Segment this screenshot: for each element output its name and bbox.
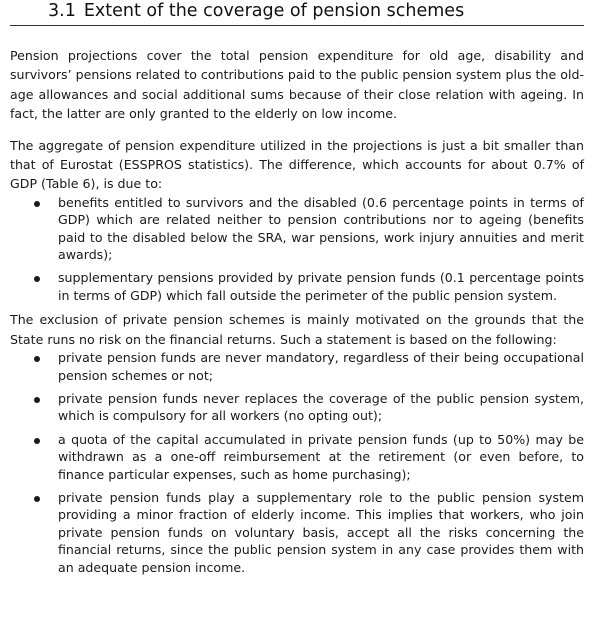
list-item	[10, 431, 584, 483]
list-item	[10, 349, 584, 384]
list-item	[10, 194, 584, 264]
section-heading	[10, 0, 584, 26]
list-item-text: supplementary pensions provided by private pension funds (0.1 percentage points in terms of GDP) which fall outside the perimeter of the public pension system.	[58, 270, 584, 303]
bullet-icon	[34, 397, 40, 403]
section-title: Extent of the coverage of pension schemes	[83, 1, 465, 21]
section-number: 3.1	[48, 1, 76, 21]
bullet-icon	[34, 496, 40, 502]
list-item	[10, 269, 584, 304]
bullet-icon	[34, 356, 40, 362]
list-item	[10, 489, 584, 576]
difference-list	[10, 194, 584, 304]
list-item-text: private pension funds never replaces the coverage of the public pension system, which is compulsory for all workers (no opting out);	[58, 390, 584, 424]
bullet-icon	[34, 438, 40, 444]
paragraph-coverage: Pension projections cover the total pension expenditure for old age, disability and survivors’ pensions related to contributions paid to the public pension system plus the old-age allowances and social additional sums because of their close relation with ageing. In fact, the latter are only granted to the elderly on low income.	[10, 48, 584, 122]
exclusion-reasons-list	[10, 349, 584, 576]
list-item-text: private pension funds play a supplementary role to the public pension system providing a minor fraction of elderly income. This implies that workers, who join private pension funds on voluntary basis, accept all the risks concerning the financial returns, since the public pension system in any case provides them with an adequate pension income.	[58, 489, 584, 575]
list-item-text: benefits entitled to survivors and the disabled (0.6 percentage points in terms of GDP) which are related neither to pension contributions nor to ageing (benefits paid to the disabled below the SRA, war pensions, work injury annuities and merit awards);	[58, 194, 584, 263]
bullet-icon	[34, 276, 40, 282]
paragraph-exclusion: The exclusion of private pension schemes is mainly motivated on the grounds that the State runs no risk on the financial returns. Such a statement is based on the following:	[10, 312, 584, 347]
paragraph-aggregate: The aggregate of pension expenditure utilized in the projections is just a bit smaller than that of Eurostat (ESSPROS statistics). The difference, which accounts for about 0.7% of GDP (Table 6), is due to:	[10, 137, 584, 192]
bullet-icon	[34, 201, 40, 207]
list-item	[10, 390, 584, 425]
list-item-text: private pension funds are never mandatory, regardless of their being occupational pension schemes or not;	[58, 350, 584, 383]
list-item-text: a quota of the capital accumulated in private pension funds (up to 50%) may be withdrawn as a one-off reimbursement at the retirement (or even before, to finance particular expenses, such as home purchasing);	[58, 431, 584, 482]
